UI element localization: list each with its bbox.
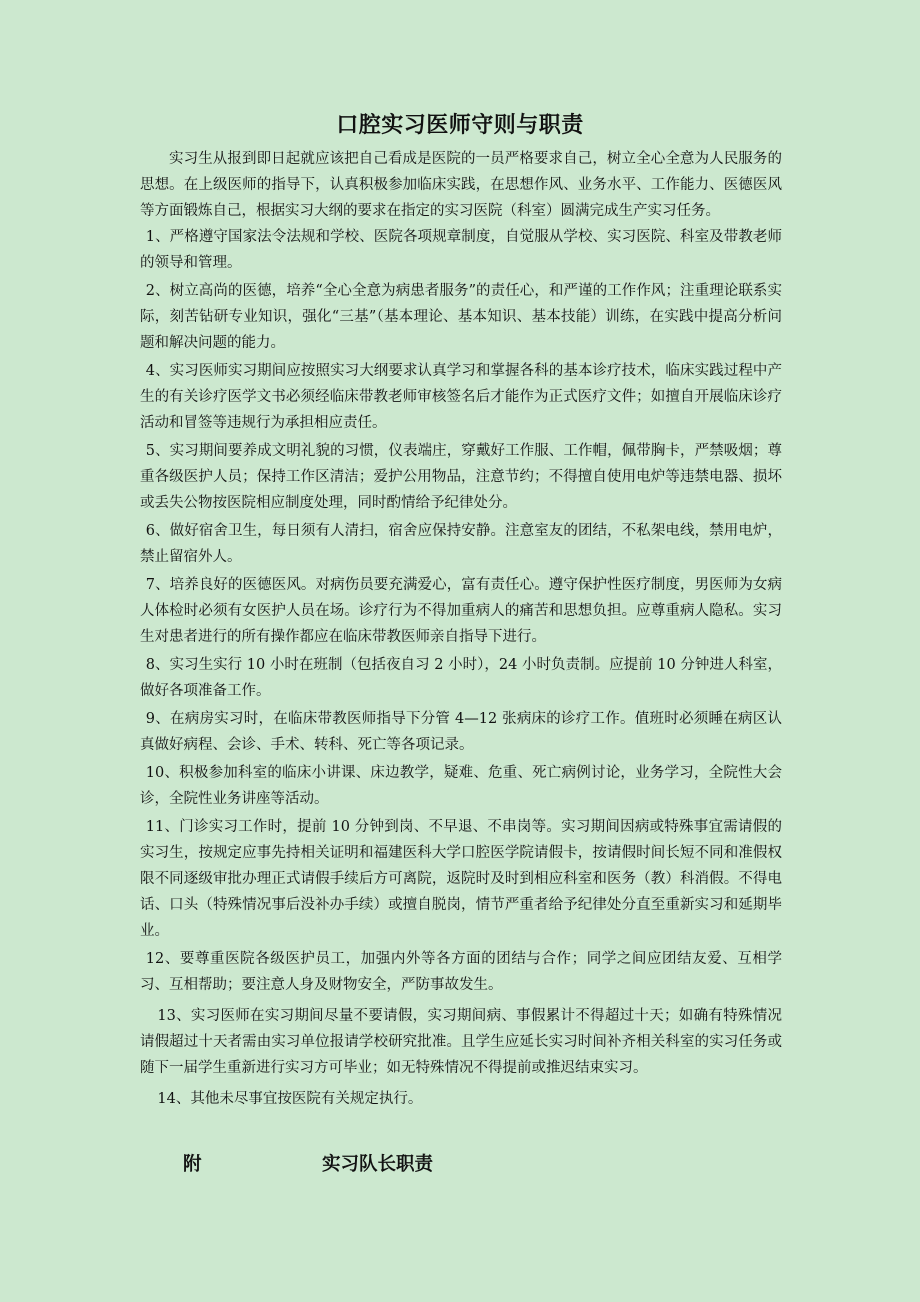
document-body <box>140 146 782 1112</box>
rule-item-2: 2、树立高尚的医德，培养“全心全意为病患者服务”的责任心，和严谨的工作作风；注重理论联系实际，刻苦钻研专业知识，强化“三基”（基本理论、基本知识、基本技能）训练，在实践中提高分析问题和解决问题的能力。 <box>140 283 782 351</box>
rule-item-9: 9、在病房实习时，在临床带教医师指导下分管 4—12 张病床的诊疗工作。值班时必须睡在病区认真做好病程、会诊、手术、转科、死亡等各项记录。 <box>140 711 782 753</box>
rule-item-10: 10、积极参加科室的临床小讲课、床边教学，疑难、危重、死亡病例讨论，业务学习，全院性大会诊，全院性业务讲座等活动。 <box>140 765 782 807</box>
rule-item-4: 4、实习医师实习期间应按照实习大纲要求认真学习和掌握各科的基本诊疗技术，临床实践过程中产生的有关诊疗医学文书必须经临床带教老师审核签名后才能作为正式医疗文件；如擅自开展临床诊疗活动和冒签等违规行为承担相应责任。 <box>140 363 782 431</box>
appendix-title: 实习队长职责 <box>322 1154 434 1175</box>
rule-item-8: 8、实习生实行 10 小时在班制（包括夜自习 2 小时），24 小时负责制。应提前 10 分钟进人科室，做好各项准备工作。 <box>140 657 782 699</box>
rule-item-5: 5、实习期间要养成文明礼貌的习惯，仪表端庄，穿戴好工作服、工作帽，佩带胸卡，严禁吸烟；尊重各级医护人员；保持工作区清洁；爱护公用物品，注意节约；不得擅自使用电炉等违禁电器、损坏或丢失公物按医院相应制度处理，同时酌情给予纪律处分。 <box>140 443 782 511</box>
appendix-heading-row <box>0 1148 920 1182</box>
rule-item-1: 1、严格遵守国家法令法规和学校、医院各项规章制度，自觉服从学校、实习医院、科室及带教老师的领导和管理。 <box>140 229 782 271</box>
rule-item-14: 14、其他未尽事宜按医院有关规定执行。 <box>157 1091 423 1107</box>
intro-paragraph: 实习生从报到即日起就应该把自己看成是医院的一员严格要求自己，树立全心全意为人民服务的思想。在上级医师的指导下，认真积极参加临床实践，在思想作风、业务水平、工作能力、医德医风等方面锻炼自己，根据实习大纲的要求在指定的实习医院（科室）圆满完成生产实习任务。 <box>140 151 782 219</box>
document-title: 口腔实习医师守则与职责 <box>336 113 584 138</box>
rule-item-7: 7、培养良好的医德医风。对病伤员要充满爱心，富有责任心。遵守保护性医疗制度，男医师为女病人体检时必须有女医护人员在场。诊疗行为不得加重病人的痛苦和思想负担。应尊重病人隐私。实习生对患者进行的所有操作都应在临床带教医师亲自指导下进行。 <box>140 577 782 645</box>
rule-item-12: 12、要尊重医院各级医护员工，加强内外等各方面的团结与合作；同学之间应团结友爱、互相学习、互相帮助；要注意人身及财物安全，严防事故发生。 <box>140 951 782 993</box>
rule-item-13: 13、实习医师在实习期间尽量不要请假，实习期间病、事假累计不得超过十天；如确有特殊情况请假超过十天者需由实习单位报请学校研究批准。且学生应延长实习时间补齐相关科室的实习任务或随下一届学生重新进行实习方可毕业；如无特殊情况不得提前或推迟结束实习。 <box>140 1008 782 1076</box>
rule-item-11: 11、门诊实习工作时，提前 10 分钟到岗、不早退、不串岗等。实习期间因病或特殊事宜需请假的实习生，按规定应事先持相关证明和福建医科大学口腔医学院请假卡，按请假时间长短不同和准假权限不同逐级审批办理正式请假手续后方可离院，返院时及时到相应科室和医务（教）科消假。不得电话、口头（特殊情况事后没补办手续）或擅自脱岗，情节严重者给予纪律处分直至重新实习和延期毕业。 <box>140 819 782 939</box>
appendix-label: 附 <box>183 1154 202 1175</box>
rule-item-6: 6、做好宿舍卫生，每日须有人清扫，宿舍应保持安静。注意室友的团结，不私架电线，禁用电炉，禁止留宿外人。 <box>140 523 782 565</box>
